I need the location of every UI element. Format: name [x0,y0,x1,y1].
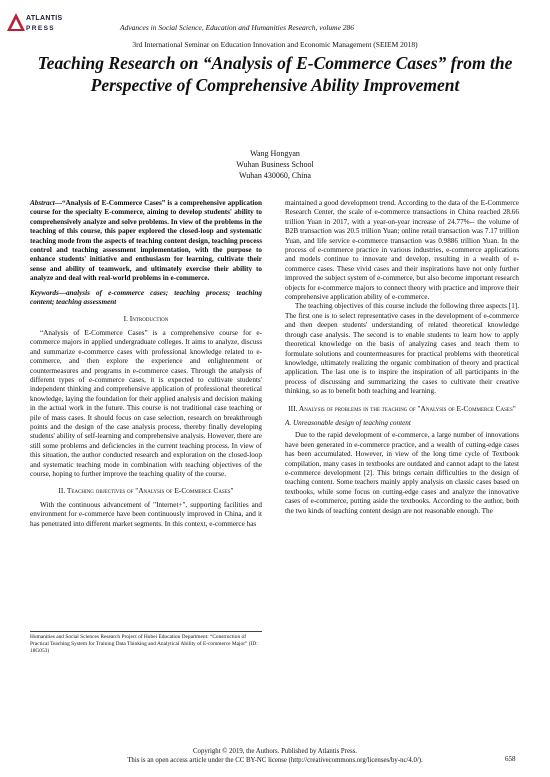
author-name: Wang Hongyan [250,149,300,158]
paragraph: The teaching objectives of this course include the following three aspects [1]. The first one is to select representative cases in the development of e-commerce and then deepen students' understanding of related theoretical knowledge through case analysis. The second is to enable students to learn how to apply theoretical knowledge on the basis of analyzing cases and teach them to formulate solutions and countermeasures for practical problems with theoretical knowledge, ultimately realizing the organic combination of theory and practical application. The last one is to inspire the inspiration of all participants in the process of discussing and summarizing the cases to cultivate their creative thinking, so as to benefit both teaching and learning. [285,302,519,396]
paragraph: With the continuous advancement of "Internet+", supporting facilities and environment for e-commerce have been continuously improved in China, and it has penetrated into different market segments. In this context, e-commerce has [30,500,262,528]
atlantis-logo-icon [6,12,26,32]
paper-title: Teaching Research on “Analysis of E-Commerce Cases” from the Perspective of Comprehensive Ability Improvement [37,53,513,95]
abstract-text: —“Analysis of E-Commerce Cases” is a comprehensive application course for the specialty E-commerce, aiming to develop students' ability to comprehensively analyze and solve problems. In view of the problems in the teaching of this course, this paper explored the closed-loop and systematic teaching mode from the aspects of teaching content design, teaching process control and teaching assessment implementation, with the purpose to enhance students' initiative and enthusiasm for learning, cultivate their sense and ability of teamwork, and ultimately exercise their ability to analyze and deal with real-world problems in e-commerce. [30,199,262,283]
logo-text-line2: PRESS [26,25,56,32]
page-number: 658 [505,755,516,763]
license-text: This is an open access article under the CC BY-NC license (http://creativecommons.org/licenses/by-nc/4.0/). [127,757,423,764]
author-block [0,148,550,181]
author-affiliation: Wuhan Business School [236,160,314,169]
left-column [30,199,262,529]
conference-header: 3rd International Seminar on Education Innovation and Economic Management (SEIEM 2018) [132,40,418,49]
subsection-heading: A. Unreasonable design of teaching content [285,418,411,427]
paragraph: maintained a good development trend. According to the data of the E-Commerce Research Center, the scale of e-commerce transactions in China reached 28.66 trillion Yuan in 2017, with a year-on-year increase of 24.77%-- the volume of B2B transaction was 20.5 trillion Yuan; online retail transaction was 7.17 trillion Yuan, and life service e-commerce transaction was 0.9886 trillion Yuan. In the process of e-commerce practice in various industries, e-commerce applications and models continue to innovate and develop, resulting in a wealth of e-commerce cases. These vivid cases and their inspirations have not only further improved the subject system of e-commerce, but also become important research objects for e-commerce majors to connect theory with practice and improve their comprehensive application ability of e-commerce. [285,199,519,302]
abstract-label: Abstract [30,199,55,207]
section-heading-introduction: I. Introduction [123,314,169,324]
section-heading-objectives: II. Teaching objectives of "Analysis of E-Commerce Cases" [58,486,234,496]
publisher-logo [6,12,64,38]
funding-footnote: Humanities and Social Sciences Research Project of Hubei Education Department: “Construction of Practical Teaching System for Training Data Thinking and Analytical Ability of E-commerce Major” (ID: 18G053) [30,631,262,655]
abstract [30,199,262,284]
paragraph: Due to the rapid development of e-commerce, a large number of innovations have been generated in e-commerce practice, and a wealth of cutting-edge cases has been accumulated. However, in view of the long time cycle of Textbook compilation, many cases in textbooks are outdated and cannot adapt to the latest e-commerce development [2]. This brings certain difficulties to the design of teaching content. Some teachers mainly apply analysis on classic cases based on textbooks, while some focus on cutting-edge cases and analyze the innovative cases of e-commerce, putting aside the textbooks. According to the author, both the two kinds of teaching content design are not reasonable enough. The [285,431,519,515]
logo-text-line1: ATLANTIS [26,15,63,22]
right-column [285,199,519,516]
page-footer [0,747,550,765]
author-city: Wuhan 430060, China [239,171,311,180]
journal-header: Advances in Social Science, Education and Humanities Research, volume 286 [120,23,355,32]
paragraph: “Analysis of E-Commerce Cases” is a comprehensive course for e-commerce majors in applied undergraduate colleges. It aims to analyze, discuss and summarize e-commerce cases with professional knowledge related to e-commerce, and then explore the experience and enlightenment or countermeasures and programs in e-commerce cases. Through the analysis of different types of e-commerce cases, it is expected to cultivate students' independent thinking and comprehensive application of professional theoretical knowledge, laying the foundation for their applied analysis and decision making in the actual work in the future. This course is not traditional case teaching or pile of mass cases. It should focus on case selection, research on breakthrough points and the design of the case analysis process, thereby finally developing students' ability of self-learning and comprehensive analysis. However, there are still some problems and deficiencies in the current teaching process. In view of this situation, the author conducted research and exploration on the closed-loop and systematic teaching mode in combination with teaching objectives of the course, hoping to further improve the teaching quality of the course. [30,328,262,478]
keywords-text: —analysis of e-commerce cases; teaching process; teaching content; teaching assessment [30,288,262,307]
copyright-text: Copyright © 2019, the Authors. Published by Atlantis Press. [193,748,357,755]
keywords-label: Keywords [30,288,59,297]
keywords [30,289,262,308]
section-heading-problems: III. Analysis of problems in the teaching of "Analysis of E-Commerce Cases" [288,403,516,413]
